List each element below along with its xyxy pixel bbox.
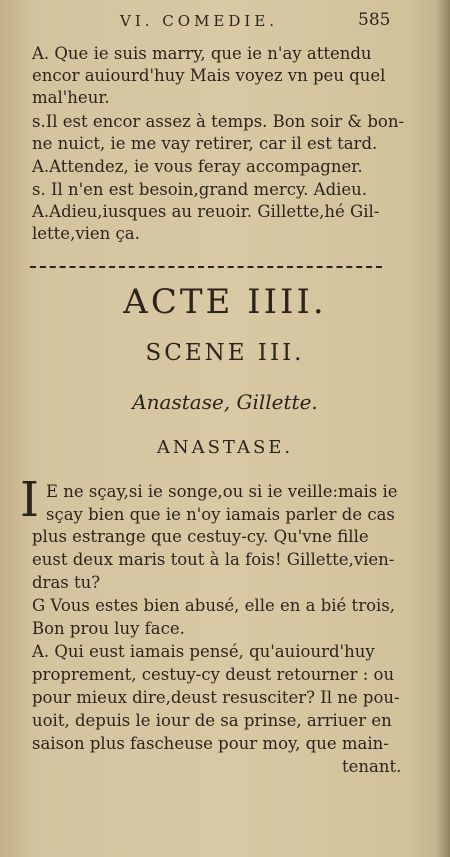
- act-title: ACTE IIII.: [123, 282, 327, 322]
- text-line: encor auiourd'huy Mais voyez vn peu quel: [32, 66, 386, 85]
- text-line: G Vous estes bien abusé, elle en a bié trois,: [32, 596, 395, 615]
- page-number: 585: [358, 10, 391, 30]
- text-line: mal'heur.: [32, 88, 110, 107]
- text-line: eust deux maris tout à la fois! Gillette,vien-: [32, 550, 395, 569]
- text-line: saison plus fascheuse pour moy, que main-: [32, 734, 389, 753]
- ornamental-rule: [30, 266, 382, 272]
- text-line: proprement, cestuy-cy deust retourner : ou: [32, 665, 395, 684]
- page-gutter-shadow: [436, 0, 450, 857]
- text-line: ne nuict, ie me vay retirer, car il est tard.: [32, 134, 378, 153]
- text-line: A. Que ie suis marry, que ie n'ay attendu: [32, 44, 372, 63]
- drop-cap: I: [20, 472, 39, 528]
- text-line: s.Il est encor assez à temps. Bon soir & bon-: [32, 112, 405, 131]
- text-line: plus estrange que cestuy-cy. Qu'vne fille: [32, 527, 369, 546]
- text-line: A. Qui eust iamais pensé, qu'auiourd'huy: [32, 642, 375, 661]
- scene-characters: Anastase, Gillette.: [132, 390, 318, 414]
- text-line: dras tu?: [32, 573, 101, 592]
- text-line: s. Il n'en est besoin,grand mercy. Adieu.: [32, 180, 368, 199]
- text-line: lette,vien ça.: [32, 224, 140, 243]
- text-line: Bon prou luy face.: [32, 619, 185, 638]
- text-line: A.Adieu,iusques au reuoir. Gillette,hé Gil-: [32, 202, 380, 221]
- text-line: pour mieux dire,deust resusciter? Il ne pou-: [32, 688, 400, 707]
- speaker-heading: ANASTASE.: [156, 437, 294, 458]
- text-line: A.Attendez, ie vous feray accompagner.: [32, 157, 363, 176]
- running-title: VI. COMEDIE.: [120, 12, 279, 30]
- text-line: uoit, depuis le iour de sa prinse, arriuer en: [32, 711, 392, 730]
- scene-title: SCENE III.: [145, 340, 305, 366]
- text-line: tenant.: [342, 757, 402, 776]
- text-line: sçay bien que ie n'oy iamais parler de cas: [46, 505, 395, 524]
- text-line: E ne sçay,si ie songe,ou si ie veille:mais ie: [46, 482, 398, 501]
